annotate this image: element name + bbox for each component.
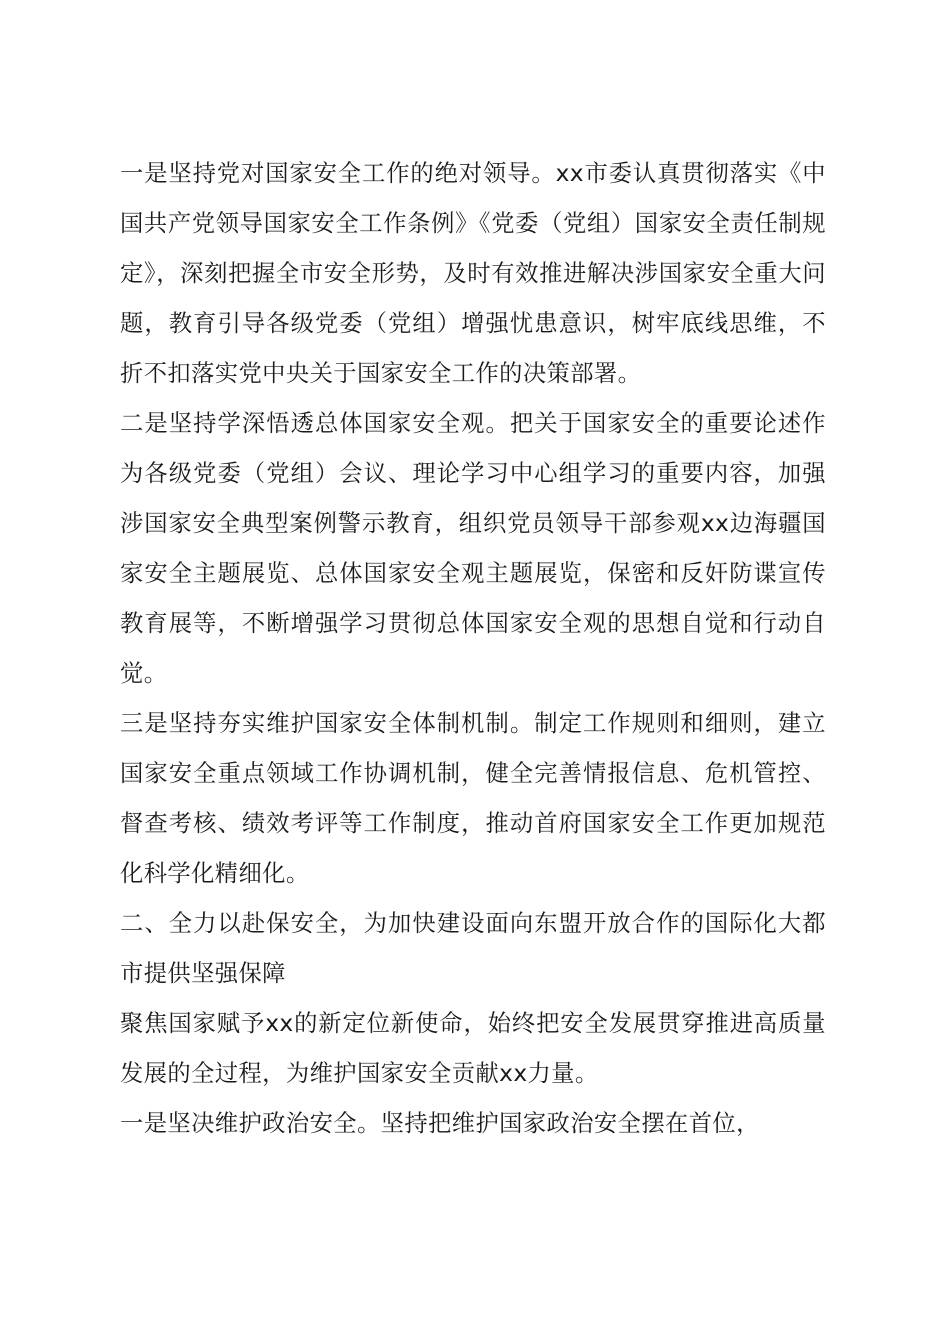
paragraph-2: 二是坚持学深悟透总体国家安全观。把关于国家安全的重要论述作为各级党委（党组）会议、理论学习中心组学习的重要内容，加强涉国家安全典型案例警示教育，组织党员领导干部参观xx边海疆国家安全主题展览、总体国家安全观主题展览，保密和反奸防谍宣传教育展等，不断增强学习贯彻总体国家安全观的思想自觉和行动自觉。 [120, 410, 826, 687]
document-body [120, 149, 826, 1149]
section-heading: 二、全力以赴保安全，为加快建设面向东盟开放合作的国际化大都市提供坚强保障 [120, 910, 826, 987]
paragraph-4: 聚焦国家赋予xx的新定位新使命，始终把安全发展贯穿推进高质量发展的全过程，为维护国家安全贡献xx力量。 [120, 1010, 826, 1087]
paragraph-3: 三是坚持夯实维护国家安全体制机制。制定工作规则和细则，建立国家安全重点领域工作协调机制，健全完善情报信息、危机管控、督查考核、绩效考评等工作制度，推动首府国家安全工作更加规范化科学化精细化。 [120, 710, 826, 887]
paragraph-1: 一是坚持党对国家安全工作的绝对领导。xx市委认真贯彻落实《中国共产党领导国家安全工作条例》《党委（党组）国家安全责任制规定》，深刻把握全市安全形势，及时有效推进解决涉国家安全重大问题，教育引导各级党委（党组）增强忧患意识，树牢底线思维，不折不扣落实党中央关于国家安全工作的决策部署。 [120, 160, 826, 387]
paragraph-5: 一是坚决维护政治安全。坚持把维护国家政治安全摆在首位， [120, 1110, 760, 1137]
